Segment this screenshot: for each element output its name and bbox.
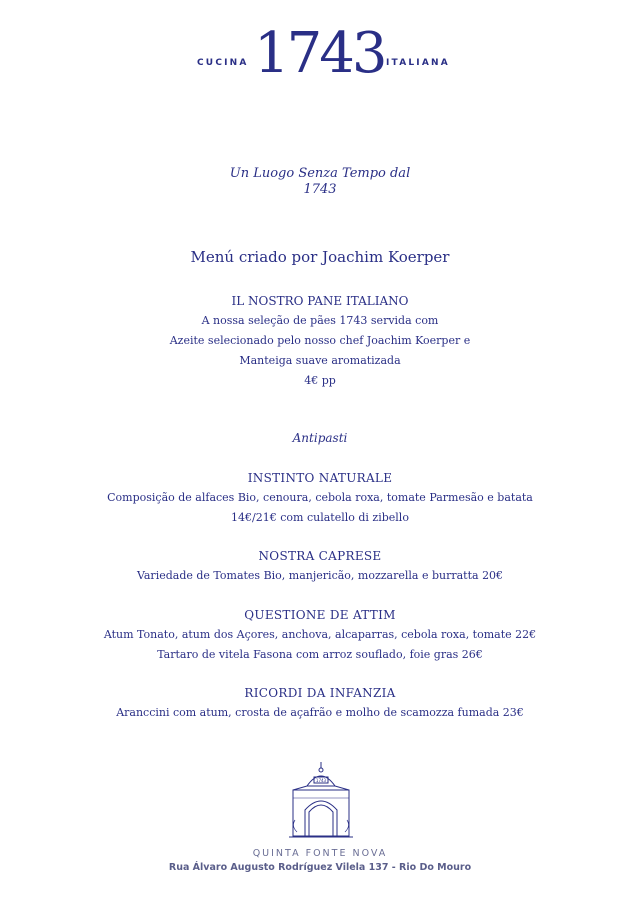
dish-title: NOSTRA CAPRESE xyxy=(258,549,382,563)
restaurant-logo xyxy=(0,21,640,110)
tagline-line-1: Un Luogo Senza Tempo dal xyxy=(229,166,411,181)
dish-item xyxy=(0,546,640,586)
bread-price: 4€ pp xyxy=(304,374,336,387)
dish-title: INSTINTO NATURALE xyxy=(247,471,393,485)
bread-title: IL NOSTRO PANE ITALIANO xyxy=(231,294,409,308)
dish-item xyxy=(0,683,640,723)
dish-description: Aranccini com atum, crosta de açafrão e molho de scamozza fumada 23€ xyxy=(116,706,524,719)
logo-left-word: CUCINA xyxy=(197,58,249,68)
venue-name: QUINTA FONTE NOVA xyxy=(252,848,388,859)
tagline-line-2: 1743 xyxy=(303,182,337,197)
dish-item xyxy=(0,468,640,528)
dish-description: 14€/21€ com culatello di zibello xyxy=(231,511,409,524)
bread-line: A nossa seleção de pães 1743 servida com xyxy=(201,314,439,327)
bread-line: Azeite selecionado pelo nosso chef Joachim Koerper e xyxy=(169,334,471,347)
dish-item xyxy=(0,605,640,665)
section-title-antipasti: Antipasti xyxy=(292,431,348,445)
logo-right-word: ITALIANA xyxy=(386,58,450,68)
tagline xyxy=(0,166,640,198)
logo-number: 1743 xyxy=(254,21,385,86)
dish-description: Tartaro de vitela Fasona com arroz souflado, foie gras 26€ xyxy=(157,648,483,661)
gate-arch-illustration xyxy=(285,760,357,840)
menu-creator: Menú criado por Joachim Koerper xyxy=(190,248,450,266)
venue-address: Rua Álvaro Augusto Rodríguez Vilela 137 - Rio Do Mouro xyxy=(168,862,472,873)
dish-title: QUESTIONE DE ATTIM xyxy=(244,608,396,622)
arch-date: 1743 xyxy=(315,778,327,783)
dish-description: Atum Tonato, atum dos Açores, anchova, alcaparras, cebola roxa, tomate 22€ xyxy=(103,628,537,641)
bread-line: Manteiga suave aromatizada xyxy=(239,354,401,367)
dish-description: Variedade de Tomates Bio, manjericão, mozzarella e burratta 20€ xyxy=(136,569,504,582)
dish-description: Composição de alfaces Bio, cenoura, cebola roxa, tomate Parmesão e batata xyxy=(107,491,533,504)
dish-title: RICORDI DA INFANZIA xyxy=(244,686,396,700)
bread-block xyxy=(0,291,640,391)
